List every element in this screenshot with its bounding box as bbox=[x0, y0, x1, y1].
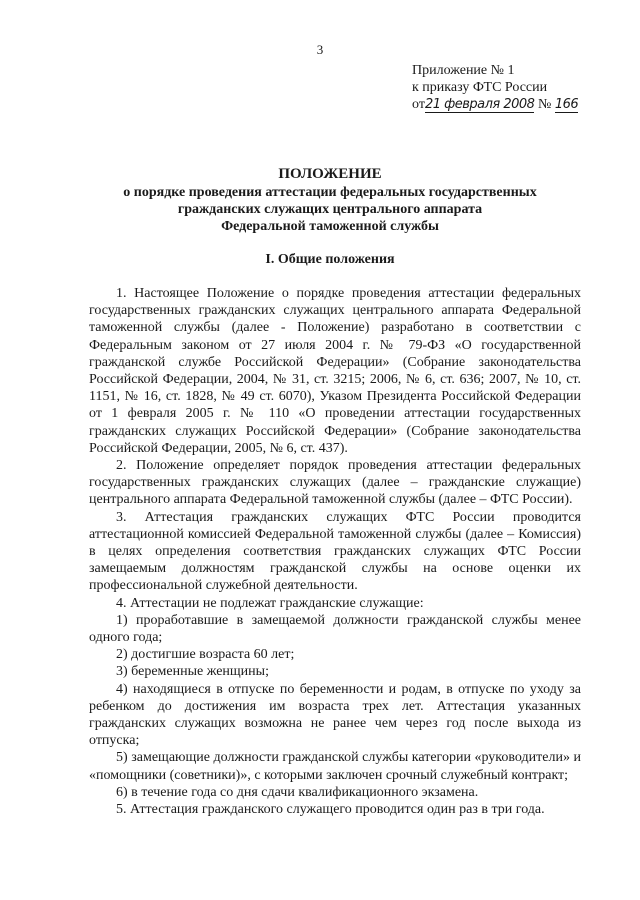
appendix-order-ref: к приказу ФТС России bbox=[412, 80, 548, 95]
paragraph-3: 3. Аттестация гражданских служащих ФТС России проводится аттестационной комиссией Федеральной таможенной службы (далее – Комиссия) в целях определения соответствия гражданских служащих ФТС России замещаемым должностям гражданской службы на основе оценки их профессиональной служебной деятельности. bbox=[89, 509, 581, 594]
page-number: 3 bbox=[316, 42, 324, 57]
paragraph-4: 4. Аттестации не подлежат гражданские служащие: bbox=[116, 595, 424, 611]
paragraph-2: 2. Положение определяет порядок проведения аттестации федеральных государственных гражданских служащих (далее – гражданские служащие) центрального аппарата Федеральной таможенной службы (далее – ФТС России). bbox=[89, 458, 581, 508]
section-heading: I. Общие положения bbox=[265, 252, 395, 267]
number-prefix: № bbox=[537, 97, 552, 112]
title-line-3: гражданских служащих центрального аппарата bbox=[177, 202, 483, 217]
title-main: ПОЛОЖЕНИЕ bbox=[278, 166, 382, 182]
list-item-1: 1) проработавшие в замещаемой должности гражданской службы менее одного года; bbox=[89, 612, 581, 646]
handwritten-date: 21 февраля 2008 bbox=[424, 97, 535, 112]
document-body bbox=[89, 285, 581, 818]
handwritten-number: 166 bbox=[554, 97, 579, 112]
list-item-5: 5) замещающие должности гражданской службы категории «руководители» и «помощники (советники)», с которыми заключен срочный служебный контракт; bbox=[89, 750, 581, 783]
date-prefix: от bbox=[412, 97, 425, 112]
list-item-2: 2) достигшие возраста 60 лет; bbox=[116, 647, 295, 663]
list-item-6: 6) в течение года со дня сдачи квалификационного экзамена. bbox=[116, 784, 479, 800]
title-line-4: Федеральной таможенной службы bbox=[221, 219, 439, 234]
paragraph-5: 5. Аттестация гражданского служащего проводится один раз в три года. bbox=[116, 802, 545, 818]
document-title bbox=[70, 166, 590, 235]
list-item-3: 3) беременные женщины; bbox=[116, 664, 269, 680]
appendix-date-line bbox=[412, 96, 622, 113]
list-item-4: 4) находящиеся в отпуске по беременности и родам, в отпуске по уходу за ребенком до достижения им возраста трех лет. Аттестация указанных гражданских служащих возможна не ранее чем через год после выхода из отпуска; bbox=[89, 681, 581, 749]
appendix-block bbox=[412, 62, 622, 113]
paragraph-1: 1. Настоящее Положение о порядке проведения аттестации федеральных государственных гражданских служащих центрального аппарата Федеральной таможенной службы (далее - Положение) разработано в соответствии с Федеральным законом от 27 июля 2004 г. № 79-ФЗ «О государственной гражданской службе Российской Федерации» (Собрание законодательства Российской Федерации, 2004, № 31, ст. 3215; 2006, № 6, ст. 636; 2007, № 10, ст. 1151, № 16, ст. 1828, № 49 ст. 6070), Указом Президента Российской Федерации от 1 февраля 2005 г. № 110 «О проведении аттестации государственных гражданских служащих Российской Федерации» (Собрание законодательства Российской Федерации, 2005, № 6, ст. 437). bbox=[89, 286, 581, 456]
appendix-title: Приложение № 1 bbox=[412, 63, 515, 78]
title-line-2: о порядке проведения аттестации федеральных государственных bbox=[123, 185, 537, 200]
